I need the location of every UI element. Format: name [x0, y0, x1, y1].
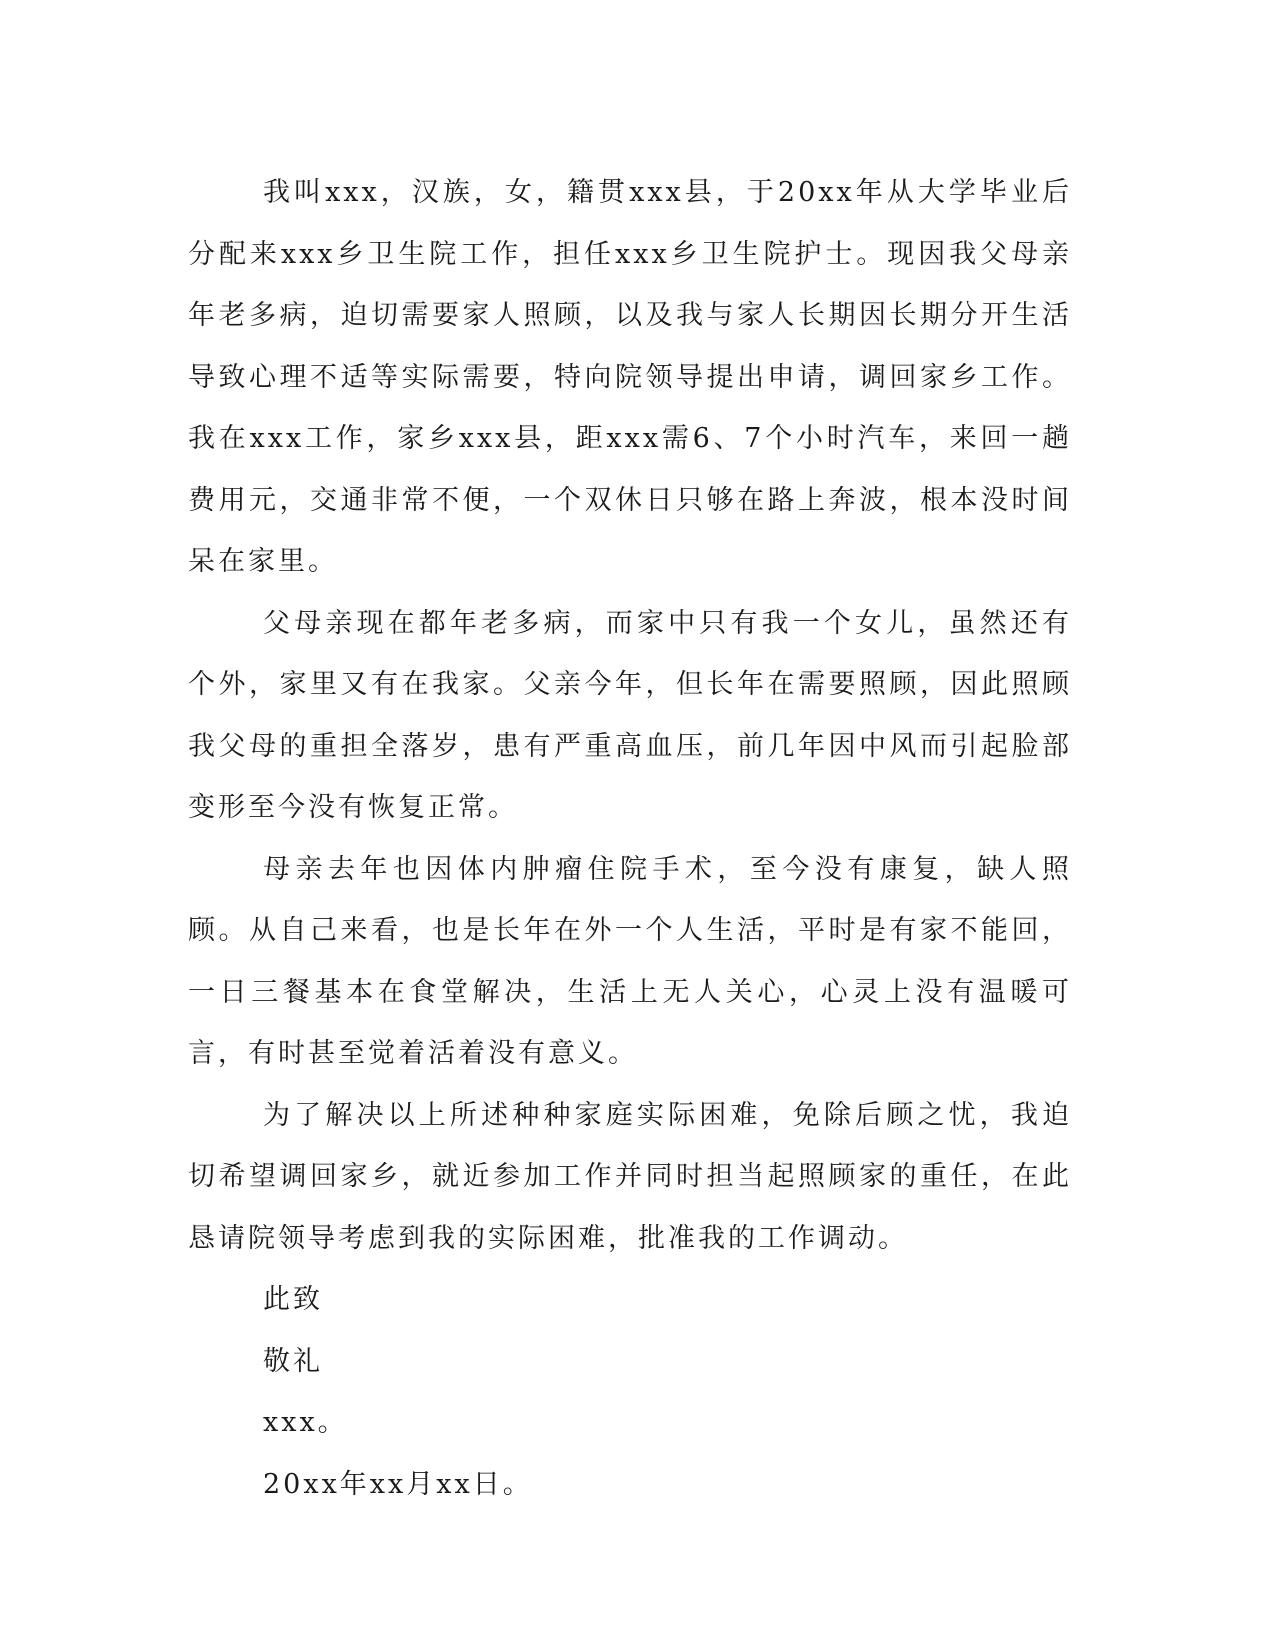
letter-body — [188, 162, 1072, 1515]
paragraph-3: 母亲去年也因体内肿瘤住院手术，至今没有康复，缺人照顾。从自己来看，也是长年在外一个人生活，平时是有家不能回，一日三餐基本在食堂解决，生活上无人关心，心灵上没有温暖可言，有时甚至觉着活着没有意义。 — [188, 853, 1072, 1069]
paragraph-4: 为了解决以上所述种种家庭实际困难，免除后顾之忧，我迫切希望调回家乡，就近参加工作并同时担当起照顾家的重任，在此恳请院领导考虑到我的实际困难，批准我的工作调动。 — [188, 1099, 1072, 1254]
date-line: 20xx年xx月xx日。 — [263, 1468, 533, 1500]
paragraph-1: 我叫xxx，汉族，女，籍贯xxx县，于20xx年从大学毕业后分配来xxx乡卫生院工作，担任xxx乡卫生院护士。现因我父母亲年老多病，迫切需要家人照顾，以及我与家人长期因长期分开生活导致心理不适等实际需要，特向院领导提出申请，调回家乡工作。我在xxx工作，家乡xxx县，距xxx需6、7个小时汽车，来回一趟费用元，交通非常不便，一个双休日只够在路上奔波，根本没时间呆在家里。 — [188, 177, 1072, 577]
paragraph-2: 父母亲现在都年老多病，而家中只有我一个女儿，虽然还有个外，家里又有在我家。父亲今年，但长年在需要照顾，因此照顾我父母的重担全落岁，患有严重高血压，前几年因中风而引起脸部变形至今没有恢复正常。 — [188, 607, 1072, 823]
signature: xxx。 — [263, 1407, 348, 1438]
salutation-line-2: 敬礼 — [263, 1345, 323, 1377]
salutation-line-1: 此致 — [263, 1284, 323, 1315]
